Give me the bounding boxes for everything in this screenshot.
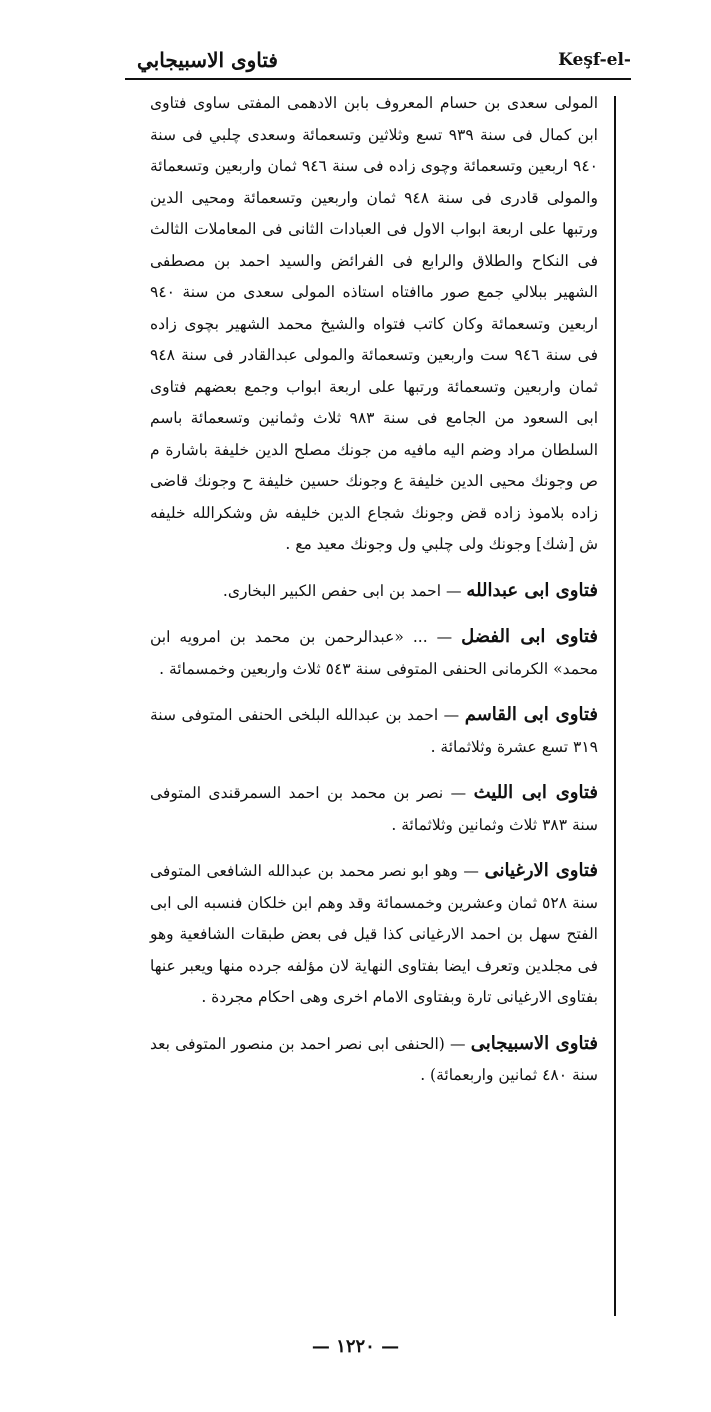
entry-title: فتاوى ابى القاسم <box>464 704 598 725</box>
entry-title: فتاوى ابى عبدالله <box>466 579 598 601</box>
entry-text: — نصر بن محمد بن احمد السمرقندى المتوفى سنة ٣٨٣ ثلاث وثمانين وثلاثمائة . <box>150 784 598 834</box>
entry-text: — وهو ابو نصر محمد بن عبدالله الشافعى المتوفى سنة ٥٢٨ ثمان وعشرين وخمسمائة وقد وهم ابن خلكان فنسبه الى ابى الفتح سهل بن احمد الارغيانى كذا قيل فى بعض طبقات الشافعية وهو فى مجلدين وتعرف ايضا بفتاوى النهاية لان مؤلفه جرده منها ويعبر عنها بفتاوى الارغيانى تارة وبفتاوى الامام اخرى وهى احكام مجردة . <box>150 862 598 1006</box>
entry-paragraph <box>150 1028 598 1092</box>
running-title: فتاوى الاسبيجابي <box>137 48 278 72</box>
entry-text: — ... «عبدالرحمن بن محمد بن امرويه ابن محمد» الكرمانى الحنفى المتوفى سنة ٥٤٣ ثلاث واربعين وخمسمائة . <box>150 628 598 678</box>
entry-title: فتاوى الاسبيجابى <box>470 1032 598 1054</box>
entry-paragraph <box>150 855 598 1014</box>
entry-text: — احمد بن عبدالله البلخى الحنفى المتوفى سنة ٣١٩ تسع عشرة وثلاثمائة . <box>150 706 598 756</box>
page-number: — ١٢٢٠ — <box>311 1336 400 1357</box>
running-head-book: Keşf-el- <box>558 50 631 70</box>
entry-paragraph <box>150 575 598 608</box>
entry-text: — احمد بن ابى حفص الكبير البخارى. <box>222 581 462 600</box>
entry-title: فتاوى ابى الليث <box>473 782 598 803</box>
entry-paragraph <box>150 699 598 763</box>
entry-title: فتاوى ابى الفضل <box>461 626 598 647</box>
entry-paragraph <box>150 621 598 685</box>
main-text <box>150 88 598 1328</box>
page-header <box>125 48 631 80</box>
margin-rule <box>614 96 616 1316</box>
continuation-paragraph: المولى سعدى بن حسام المعروف بابن الادهمى المفتى ساوى فتاوى ابن كمال فى سنة ٩٣٩ تسع وثلاثين وتسعمائة وسعدى چلبي فى سنة ٩٤٠ اربعين وتسعمائة وچوى زاده فى سنة ٩٤٦ ثمان واربعين وتسعمائة والمولى قادرى فى سنة ٩٤٨ ثمان واربعين وتسعمائة ومحيى الدين ورتبها على اربعة ابواب الاول فى العبادات الثانى فى المعاملات الثالث فى النكاح والطلاق والرابع فى الفرائض والسيد احمد بن مصطفى الشهير ببلالي جمع صور ماافتاه استاذه المولى سعدى من سنة ٩٤٠ اربعين وتسعمائة وكان كاتب فتواه والشيخ محمد الشهير بچوى زاده فى سنة ٩٤٦ ست واربعين وتسعمائة والمولى عبدالقادر فى سنة ٩٤٨ ثمان واربعين وتسعمائة ورتبها على اربعة ابواب وجمع بعضهم فتاوى ابى السعود من الجامع فى سنة ٩٨٣ ثلاث وثمانين وتسعمائة باسم السلطان مراد وضم اليه مافيه من جونك مصلح الدين خليفة باشارة م ص وجونك محيى الدين خليفة ع وجونك حسين خليفة ح وجونك قاضى زاده بلاموذ زاده قض وجونك شجاع الدين خليفه ش وشكرالله خليفه ش [شك] وجونك ولى چلبي ول وجونك معيد مع . <box>150 94 598 553</box>
entry-title: فتاوى الارغيانى <box>484 860 598 881</box>
entry-text: — (الحنفى ابى نصر احمد بن منصور المتوفى بعد سنة ٤٨٠ ثمانين واربعمائة) . <box>150 1034 598 1084</box>
entry-paragraph <box>150 777 598 841</box>
